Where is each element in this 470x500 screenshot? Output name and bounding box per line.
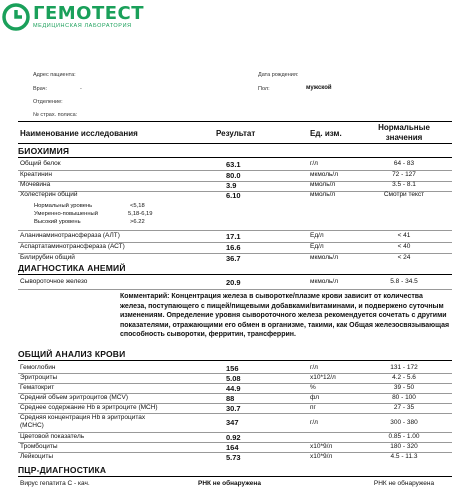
test-norm: 180 - 320 bbox=[390, 443, 418, 450]
test-norm: 131 - 172 bbox=[390, 364, 418, 371]
test-name: Билирубин общий bbox=[20, 254, 75, 261]
test-result: 63.1 bbox=[226, 160, 241, 169]
test-unit: пг bbox=[310, 404, 316, 411]
test-norm: < 40 bbox=[397, 243, 411, 250]
cholesterol-ref-label: Умеренно-повышенный bbox=[34, 211, 98, 217]
test-norm: 4.5 - 11.3 bbox=[390, 453, 418, 460]
test-unit: г/л bbox=[310, 419, 318, 426]
test-name: Аланинаминотрансфераза (АЛТ) bbox=[20, 232, 120, 239]
test-norm: 300 - 380 bbox=[390, 419, 418, 426]
header-divider-bottom bbox=[18, 143, 452, 144]
test-norm: < 24 bbox=[397, 254, 411, 261]
cholesterol-ref-label: Высокий уровень bbox=[34, 219, 81, 225]
test-norm: 0.85 - 1.00 bbox=[388, 433, 420, 440]
test-unit: фл bbox=[310, 394, 319, 401]
test-norm: 5.8 - 34.5 bbox=[390, 278, 418, 285]
test-unit: мкмоль/л bbox=[310, 278, 339, 285]
table-row bbox=[0, 453, 470, 463]
test-name: Среднее содержание Hb в эритроците (МСН) bbox=[20, 404, 158, 411]
test-unit: мкмоль/л bbox=[310, 171, 339, 178]
table-row bbox=[0, 414, 470, 434]
test-unit: ммоль/л bbox=[310, 191, 336, 198]
table-row bbox=[0, 480, 470, 490]
test-result: 44.9 bbox=[226, 384, 241, 393]
test-result: 88 bbox=[226, 394, 235, 403]
table-row bbox=[0, 191, 470, 201]
test-norm: 39 - 50 bbox=[393, 384, 415, 391]
test-name: Креатинин bbox=[20, 171, 52, 178]
test-name: Цветовой показатель bbox=[20, 433, 85, 440]
test-result: 347 bbox=[226, 418, 239, 427]
test-result: 6.10 bbox=[226, 191, 241, 200]
section-divider bbox=[18, 274, 452, 275]
cholesterol-ref-label: Нормальный уровень bbox=[34, 203, 93, 209]
test-name: Гематокрит bbox=[20, 384, 55, 391]
section-title-anemia: ДИАГНОСТИКА АНЕМИЙ bbox=[18, 263, 126, 273]
test-name: Эритроциты bbox=[20, 374, 58, 381]
test-unit: х10*12/л bbox=[310, 374, 336, 381]
gemotest-logo-icon bbox=[2, 3, 30, 31]
row-divider bbox=[18, 289, 452, 290]
test-result: 5.08 bbox=[226, 374, 241, 383]
test-result: 20.9 bbox=[226, 278, 241, 287]
test-result: 80.0 bbox=[226, 171, 241, 180]
test-name: Аспартатаминотрансфераза (АСТ) bbox=[20, 243, 125, 250]
test-result: 17.1 bbox=[226, 232, 241, 241]
test-unit: х10*9/л bbox=[310, 443, 333, 450]
test-name-continued: (МСНС) bbox=[20, 422, 44, 429]
col-header-name: Наименование исследования bbox=[20, 129, 138, 138]
row-divider bbox=[18, 230, 452, 231]
sex-label: Пол: bbox=[258, 86, 270, 92]
section-divider bbox=[18, 476, 452, 477]
sex-value: мужской bbox=[306, 85, 332, 91]
test-norm: 80 - 100 bbox=[392, 394, 416, 401]
doctor-value: - bbox=[80, 86, 82, 92]
table-row bbox=[0, 278, 470, 288]
section-divider bbox=[18, 157, 452, 158]
col-header-result: Результат bbox=[216, 129, 256, 138]
patient-address-label: Адрес пациента: bbox=[33, 72, 76, 78]
test-name: Холестерин общий bbox=[20, 191, 78, 198]
brand-subtitle: МЕДИЦИНСКАЯ ЛАБОРАТОРИЯ bbox=[33, 22, 132, 29]
test-unit: Ед/л bbox=[310, 232, 324, 239]
brand-name: ГЕМОТЕСТ bbox=[33, 2, 145, 24]
cholesterol-ref-value: <5,18 bbox=[130, 203, 145, 209]
section-title-pcr: ПЦР-ДИАГНОСТИКА bbox=[18, 465, 107, 475]
table-row bbox=[0, 171, 470, 181]
test-result: 0.92 bbox=[226, 433, 241, 442]
birth-date-label: Дата рождения: bbox=[258, 72, 299, 78]
section-divider bbox=[18, 360, 452, 361]
section-title-biochemistry: БИОХИМИЯ bbox=[18, 146, 70, 156]
test-name: Средняя концентрация Hb в эритроцитах bbox=[20, 414, 146, 421]
insurance-label: № страх. полиса: bbox=[33, 112, 78, 118]
test-name: Тромбоциты bbox=[20, 443, 58, 450]
test-norm: РНК не обнаружена bbox=[373, 480, 435, 487]
test-norm: 64 - 83 bbox=[393, 160, 415, 167]
test-norm: < 41 bbox=[397, 232, 411, 239]
test-unit: % bbox=[310, 384, 316, 391]
test-unit: Ед/л bbox=[310, 243, 324, 250]
test-name: Лейкоциты bbox=[20, 453, 54, 460]
test-unit: г/л bbox=[310, 160, 318, 167]
test-result: 30.7 bbox=[226, 404, 241, 413]
test-norm: 72 - 127 bbox=[392, 171, 416, 178]
doctor-label: Врач: bbox=[33, 86, 48, 92]
table-row bbox=[0, 181, 470, 191]
department-label: Отделение: bbox=[33, 99, 63, 105]
col-header-unit: Ед. изм. bbox=[310, 129, 342, 138]
header-divider-top bbox=[18, 121, 452, 122]
test-name: Гемоглобин bbox=[20, 364, 56, 371]
test-norm: 4.2 - 5.6 bbox=[392, 374, 416, 381]
brand-logo bbox=[2, 2, 144, 32]
test-name: Средний объем эритроцитов (MCV) bbox=[20, 394, 128, 401]
test-norm: 3.5 - 8.1 bbox=[392, 181, 416, 188]
test-unit: г/л bbox=[310, 364, 318, 371]
test-name: Вирус гепатита С - кач. bbox=[20, 480, 90, 487]
test-result: 3.9 bbox=[226, 181, 237, 190]
section-title-blood: ОБЩИЙ АНАЛИЗ КРОВИ bbox=[18, 349, 126, 359]
test-unit: мкмоль/л bbox=[310, 254, 339, 261]
test-name: Общий белок bbox=[20, 160, 61, 167]
test-result: 36.7 bbox=[226, 254, 241, 263]
table-row bbox=[0, 232, 470, 242]
test-name: Сывороточное железо bbox=[20, 278, 88, 285]
test-norm: 27 - 35 bbox=[393, 404, 415, 411]
col-header-norm-2: значения bbox=[385, 133, 423, 142]
test-result: РНК не обнаружена bbox=[198, 480, 261, 487]
test-result: 164 bbox=[226, 443, 239, 452]
test-unit: х10*9/л bbox=[310, 453, 333, 460]
col-header-norm-1: Нормальные bbox=[378, 123, 430, 132]
table-row bbox=[0, 243, 470, 253]
iron-comment: Комментарий: Концентрация железа в сыворотке/плазме крови зависит от количества железа, поступающего с пищей/пищевыми добавками/витаминами, и подвержено суточным изменениям. Определение уровня сывороточного железа рекомендуется сочетать с другими показателями, отражающими его обмен в организме, такими, как Общая железосвязывающая способность сыворотки, ферритин, трансферрин. bbox=[120, 293, 450, 339]
cholesterol-ref-value: 5,18-6,19 bbox=[128, 211, 153, 217]
test-result: 5.73 bbox=[226, 453, 241, 462]
test-result: 16.6 bbox=[226, 243, 241, 252]
test-name: Мочевина bbox=[20, 181, 51, 188]
test-result: 156 bbox=[226, 364, 239, 373]
table-row bbox=[0, 160, 470, 170]
test-norm: Смотри текст bbox=[383, 191, 425, 198]
cholesterol-ref-value: >6.22 bbox=[130, 219, 145, 225]
test-unit: ммоль/л bbox=[310, 181, 336, 188]
